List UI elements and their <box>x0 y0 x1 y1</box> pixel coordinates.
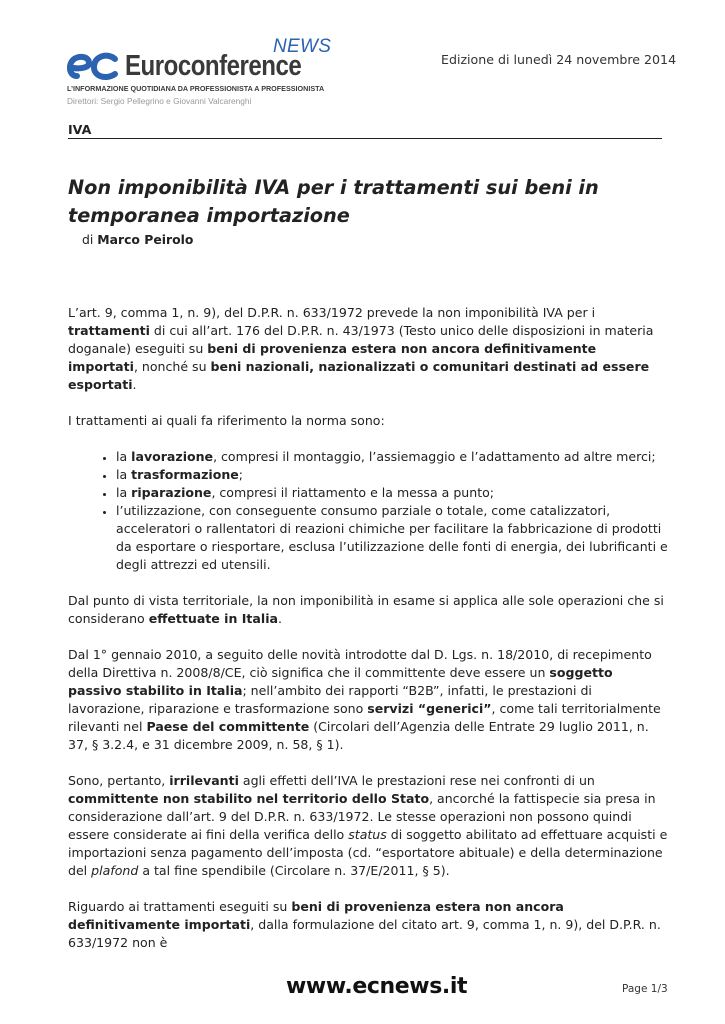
text-run: a tal fine spendibile (Circolare n. 37/E/2011, § 5). <box>138 863 450 878</box>
edition-date: Edizione di lunedì 24 novembre 2014 <box>441 52 677 67</box>
bold-text: soggetto passivo stabilito in Italia <box>68 665 613 698</box>
text-run: Dal punto di vista territoriale, la non imponibilità in esame si applica alle sole operazioni che si considerano <box>68 593 664 626</box>
paragraph <box>68 304 668 394</box>
italic-text: plafond <box>91 863 139 878</box>
bold-text: irrilevanti <box>169 773 239 788</box>
bold-text: trasformazione <box>131 467 239 482</box>
logo-title: Euroconference <box>125 50 302 82</box>
bold-text: beni di provenienza estera non ancora definitivamente importati <box>68 899 564 932</box>
text-run: la <box>116 467 132 482</box>
text-run: (Circolari dell’Agenzia delle Entrate 29 luglio 2011, n. 37, § 3.2.4, e 31 dicembre 2009, n. 58, § 1). <box>68 719 649 752</box>
text-run: Sono, pertanto, <box>68 773 170 788</box>
text-run: Dal 1° gennaio 2010, a seguito delle novità introdotte dal D. Lgs. n. 18/2010, di recepimento della Direttiva n. 2008/8/CE, ciò significa che il committente deve essere un <box>68 647 652 680</box>
bold-text: beni nazionali, nazionalizzati o comunitari destinati ad essere esportati <box>68 359 650 392</box>
text-run: L’art. 9, comma 1, n. 9), del D.P.R. n. 633/1972 prevede la non imponibilità IVA per i <box>68 305 596 320</box>
text-run: la <box>116 485 132 500</box>
section-divider <box>68 138 662 139</box>
paragraph <box>68 646 668 754</box>
paragraph <box>68 898 668 952</box>
text-run: . <box>277 611 282 626</box>
footer-website-link[interactable]: www.ecnews.it <box>286 974 468 999</box>
bold-text: Paese del committente <box>146 719 310 734</box>
text-run: la <box>116 449 132 464</box>
text-run: , come tali territorialmente rilevanti nel <box>68 701 661 734</box>
text-run: , ancorché la fattispecie sia presa in considerazione dall’art. 9 del D.P.R. n. 633/1972. Le stesse operazioni non possono quindi essere considerate ai fini della verifica dello <box>68 791 656 842</box>
page-number: Page 1/3 <box>622 983 668 995</box>
logo-directors: Direttori: Sergio Pellegrino e Giovanni Valcarenghi <box>67 96 252 106</box>
byline <box>82 232 193 247</box>
logo-tagline: L’INFORMAZIONE QUOTIDIANA DA PROFESSIONISTA A PROFESSIONISTA <box>67 84 325 93</box>
byline-prefix: di <box>82 232 94 247</box>
bold-text: lavorazione <box>131 449 214 464</box>
logo-news-label: NEWS <box>273 36 332 57</box>
list-item <box>116 448 668 466</box>
text-run: I trattamenti ai quali fa riferimento la norma sono: <box>68 413 385 428</box>
text-run: . <box>132 377 137 392</box>
text-run: , dalla formulazione del citato art. 9, comma 1, n. 9), del D.P.R. n. 633/1972 non è <box>68 917 661 950</box>
bold-text: riparazione <box>131 485 212 500</box>
text-run: ; <box>238 467 243 482</box>
text-run: l’utilizzazione, con conseguente consumo parziale o totale, come catalizzatori, acceleratori o rallentatori di reazioni chimiche per facilitare la fabbricazione di prodotti da esportare o riesportare, esclusa l’utilizzazione delle fonti di energia, dei lubrificanti e degli attrezzi ed utensili. <box>116 503 668 572</box>
bold-text: effettuate in Italia <box>148 611 278 626</box>
article-body <box>68 304 668 970</box>
bold-text: beni di provenienza estera non ancora definitivamente importati <box>68 341 597 374</box>
list-item <box>116 466 668 484</box>
text-run: ; nell’ambito dei rapporti “B2B”, infatti, le prestazioni di lavorazione, riparazione e trasformazione sono <box>68 683 592 716</box>
treatments-list <box>68 448 668 574</box>
text-run: , compresi il riattamento e la messa a punto; <box>211 485 495 500</box>
section-label: IVA <box>68 122 92 137</box>
list-item <box>116 502 668 574</box>
text-run: Riguardo ai trattamenti eseguiti su <box>68 899 292 914</box>
article-title: Non imponibilità IVA per i trattamenti sui beni in temporanea importazione <box>68 176 599 227</box>
text-run: , nonché su <box>133 359 211 374</box>
paragraph <box>68 592 668 628</box>
ec-logo-mark-icon <box>67 49 121 83</box>
list-item <box>116 484 668 502</box>
paragraph <box>68 772 668 880</box>
text-run: agli effetti dell’IVA le prestazioni rese nei confronti di un <box>238 773 595 788</box>
bold-text: servizi “generici” <box>367 701 492 716</box>
author-name: Marco Peirolo <box>97 232 194 247</box>
euroconference-news-logo <box>67 36 332 114</box>
paragraph <box>68 412 668 430</box>
bold-text: trattamenti <box>68 323 150 338</box>
text-run: di soggetto abilitato ad effettuare acquisti e importazioni senza pagamento dell’imposta (cd. “esportatore abituale) e della determinazione del <box>68 827 668 878</box>
text-run: , compresi il montaggio, l’assiemaggio e l’adattamento ad altre merci; <box>213 449 656 464</box>
text-run: di cui all’art. 176 del D.P.R. n. 43/1973 (Testo unico delle disposizioni in materia doganale) eseguiti su <box>68 323 654 356</box>
italic-text: status <box>348 827 387 842</box>
bold-text: committente non stabilito nel territorio dello Stato <box>68 791 430 806</box>
